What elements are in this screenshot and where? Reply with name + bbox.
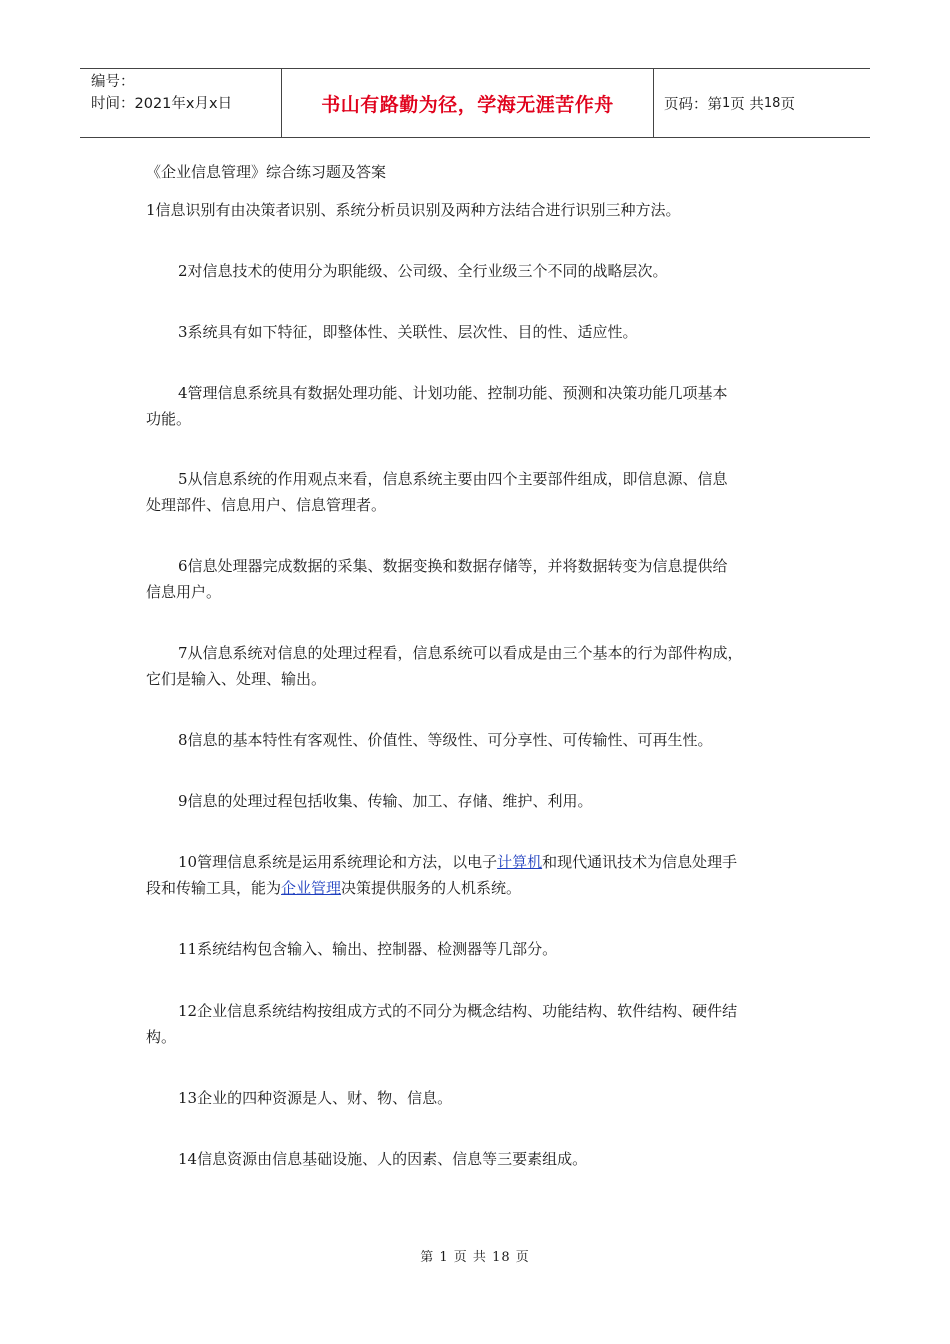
paragraph-line	[146, 849, 806, 875]
paragraph-line: 14信息资源由信息基础设施、人的因素、信息等三要素组成。	[178, 1150, 588, 1168]
paragraph-line: 2对信息技术的使用分为职能级、公司级、全行业级三个不同的战略层次。	[178, 262, 668, 280]
header-page-info	[654, 69, 870, 137]
paragraph-line: 信息用户。	[146, 583, 222, 601]
paragraph-11	[146, 936, 806, 962]
paragraph-line: 8信息的基本特性有客观性、价值性、等级性、可分享性、可传输性、可再生性。	[178, 731, 713, 749]
footer-total: 18	[492, 1250, 511, 1265]
paragraph-3	[146, 319, 806, 345]
paragraph-text: 10管理信息系统是运用系统理论和方法，以电子	[178, 853, 498, 871]
paragraph-7	[146, 640, 806, 692]
paragraph-1	[146, 197, 806, 223]
paragraph-line: 处理部件、信息用户、信息管理者。	[146, 496, 387, 514]
paragraph-line	[146, 875, 806, 901]
paragraph-line: 5从信息系统的作用观点来看，信息系统主要由四个主要部件组成，即信息源、信息	[178, 470, 728, 488]
header-motto: 书山有路勤为径，学海无涯苦作舟	[282, 69, 654, 137]
paragraph-6	[146, 553, 806, 605]
doc-id-label: 编号：	[91, 74, 135, 90]
page-info-mid: 页 共	[730, 96, 764, 113]
page-footer	[0, 1246, 950, 1265]
paragraph-line: 13企业的四种资源是人、财、物、信息。	[178, 1089, 453, 1107]
paragraph-5	[146, 466, 806, 518]
footer-prefix: 第	[420, 1250, 435, 1265]
paragraph-line: 功能。	[146, 410, 192, 428]
paragraph-line: 11系统结构包含输入、输出、控制器、检测器等几部分。	[178, 940, 558, 958]
paragraph-line: 1信息识别有由决策者识别、系统分析员识别及两种方法结合进行识别三种方法。	[146, 201, 681, 219]
paragraph-12	[146, 998, 806, 1050]
paragraph-9	[146, 788, 806, 814]
paragraph-14	[146, 1146, 806, 1172]
paragraph-line: 12企业信息系统结构按组成方式的不同分为概念结构、功能结构、软件结构、硬件结	[178, 1002, 738, 1020]
paragraph-8	[146, 727, 806, 753]
paragraph-10	[146, 849, 806, 901]
paragraph-line: 9信息的处理过程包括收集、传输、加工、存储、维护、利用。	[178, 792, 593, 810]
paragraph-line: 6信息处理器完成数据的采集、数据变换和数据存储等，并将数据转变为信息提供给	[178, 557, 728, 575]
paragraph-line: 4管理信息系统具有数据处理功能、计划功能、控制功能、预测和决策功能几项基本	[178, 384, 728, 402]
footer-mid: 页 共	[453, 1250, 487, 1265]
footer-suffix: 页	[515, 1250, 530, 1265]
paragraph-line: 它们是输入、处理、输出。	[146, 670, 327, 688]
link-enterprise-management[interactable]: 企业管理	[281, 879, 342, 897]
paragraph-text: 和现代通讯技术为信息处理手	[542, 853, 738, 871]
paragraph-2	[146, 258, 806, 284]
footer-page-num: 1	[439, 1250, 449, 1265]
page-info-total: 18	[763, 95, 781, 111]
paragraph-text: 段和传输工具，能为	[146, 879, 282, 897]
doc-time-label: 时间：2021年x月x日	[91, 96, 233, 112]
paragraph-4	[146, 380, 806, 432]
page-info-suffix: 页	[780, 96, 795, 113]
link-computer[interactable]: 计算机	[497, 853, 543, 871]
paragraph-line: 构。	[146, 1028, 177, 1046]
paragraph-13	[146, 1085, 806, 1111]
paragraph-line: 7从信息系统对信息的处理过程看，信息系统可以看成是由三个基本的行为部件构成，	[178, 644, 743, 662]
page-info-prefix: 页码：第	[664, 96, 722, 113]
page-header	[80, 68, 870, 138]
paragraph-text: 决策提供服务的人机系统。	[341, 879, 522, 897]
page-info-current: 1	[722, 95, 731, 111]
paragraph-line: 3系统具有如下特征，即整体性、关联性、层次性、目的性、适应性。	[178, 323, 638, 341]
document-title: 《企业信息管理》综合练习题及答案	[146, 163, 387, 181]
header-meta	[80, 69, 282, 137]
